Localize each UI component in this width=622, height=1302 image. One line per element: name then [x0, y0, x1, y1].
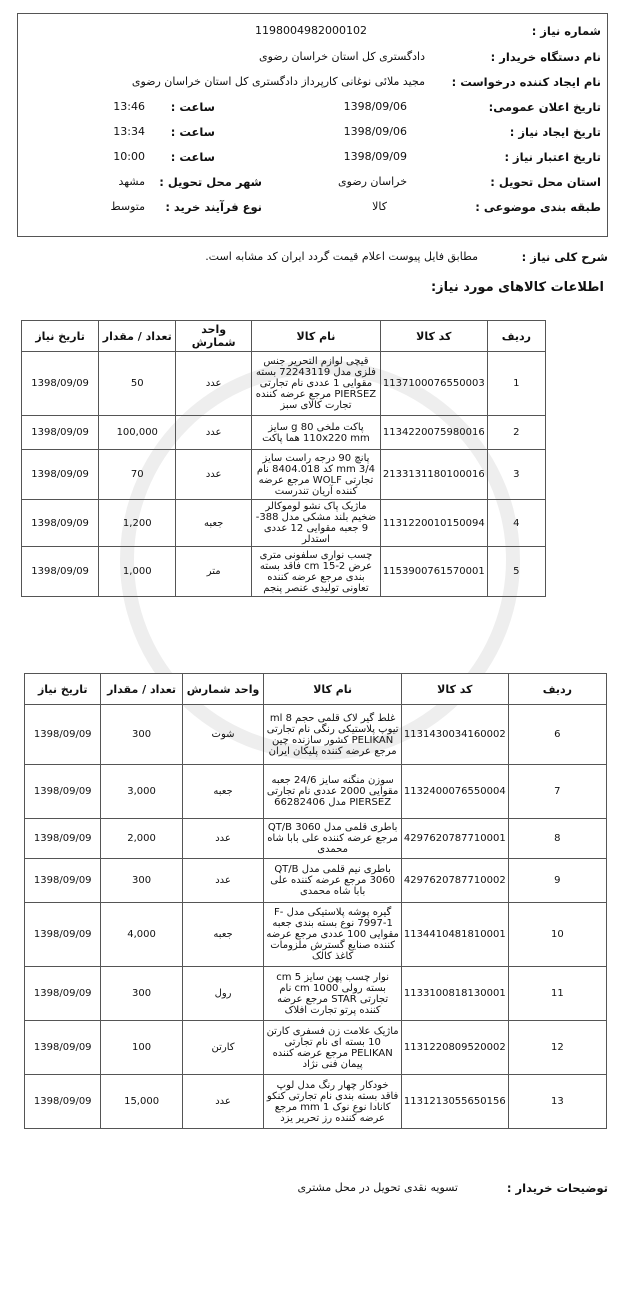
item-qty: 300 [101, 967, 182, 1021]
table-row [25, 859, 607, 903]
item-code: 1134220075980016 [380, 416, 487, 450]
item-qty: 4,000 [101, 903, 182, 967]
row-number: 7 [508, 765, 606, 819]
item-code: 1131220010150094 [380, 500, 487, 547]
item-code: 2133131180100016 [380, 450, 487, 500]
item-code: 1133100818130001 [401, 967, 508, 1021]
item-code: 1131213055650156 [401, 1075, 508, 1129]
valid-date-value: 1398/09/09 [343, 150, 407, 163]
need-number-label: شماره نیاز : [531, 24, 601, 38]
item-qty: 15,000 [101, 1075, 182, 1129]
valid-date-row [18, 150, 607, 172]
category-row [18, 200, 607, 222]
item-qty: 100 [101, 1021, 182, 1075]
item-unit: عدد [182, 859, 264, 903]
process-type-value: متوسط [110, 200, 145, 213]
create-time-label: ساعت : [170, 125, 215, 139]
category-value: کالا [372, 200, 387, 213]
item-unit: عدد [182, 1075, 264, 1129]
items-table-1 [21, 320, 546, 597]
item-name: پاکت ملخی 80 g سایز 110x220 mm هما پاکت [252, 416, 381, 450]
buyer-value: دادگستری کل استان خراسان رضوی [259, 50, 425, 63]
table-row [22, 416, 546, 450]
item-qty: 50 [99, 352, 176, 416]
row-number: 10 [508, 903, 606, 967]
need-number-row [18, 24, 607, 46]
delivery-city-value: مشهد [118, 175, 145, 188]
item-unit: عدد [176, 416, 252, 450]
col-unit: واحد شمارش [182, 674, 264, 705]
item-date: 1398/09/09 [25, 819, 101, 859]
col-code: کد کالا [380, 321, 487, 352]
row-number: 13 [508, 1075, 606, 1129]
row-number: 3 [487, 450, 545, 500]
item-name: ماژیک علامت زن فسفری کارتن 10 بسته ای نام تجارتی PELIKAN مرجع عرضه کننده پیمان فنی نژاد [264, 1021, 402, 1075]
col-name: نام کالا [252, 321, 381, 352]
general-description-value: مطابق فایل پیوست اعلام قیمت گردد ایران کد مشابه است. [205, 250, 478, 263]
row-number: 1 [487, 352, 545, 416]
row-number: 2 [487, 416, 545, 450]
item-code: 1134410481810001 [401, 903, 508, 967]
table-row [25, 967, 607, 1021]
creator-row [18, 75, 607, 97]
items-section-title: اطلاعات کالاهای مورد نیاز: [430, 280, 604, 295]
row-number: 5 [487, 547, 545, 597]
creator-value: مجید ملائی نوغانی کارپرداز دادگستری کل استان خراسان رضوی [131, 75, 425, 88]
buyer-label: نام دستگاه خریدار : [490, 50, 601, 64]
table-row [25, 705, 607, 765]
delivery-city-label: شهر محل تحویل : [159, 175, 262, 189]
table-row [25, 819, 607, 859]
delivery-province-label: استان محل تحویل : [490, 175, 601, 189]
item-date: 1398/09/09 [25, 859, 101, 903]
table-row [25, 765, 607, 819]
col-date: تاریخ نیاز [25, 674, 101, 705]
item-qty: 70 [99, 450, 176, 500]
item-unit: متر [176, 547, 252, 597]
col-row: ردیف [487, 321, 545, 352]
item-code: 1131430034160002 [401, 705, 508, 765]
item-name: ماژیک پاک نشو لوموکالر ضخیم بلند مشکی مدل 388-9 جعبه مقوایی 12 عددی استدلر [252, 500, 381, 547]
valid-date-label: تاریخ اعتبار نیاز : [504, 150, 601, 164]
row-number: 4 [487, 500, 545, 547]
item-date: 1398/09/09 [25, 1075, 101, 1129]
item-qty: 1,000 [99, 547, 176, 597]
table-row [22, 500, 546, 547]
item-unit: شوت [182, 705, 264, 765]
item-name: باطری نیم قلمی مدل QT/B 3060 مرجع عرضه کننده علی بابا شاه محمدی [264, 859, 402, 903]
item-date: 1398/09/09 [25, 967, 101, 1021]
need-number-value: 1198004982000102 [255, 24, 367, 37]
item-name: قیچی لوازم التحریر جنس فلزی مدل 72243119 بسته مقوایی 1 عددی نام تجارتی PIERSEZ مرجع عرضه کننده تجارت کالای سبز [252, 352, 381, 416]
announce-date-value: 1398/09/06 [343, 100, 407, 113]
announce-time-value: 13:46 [113, 100, 145, 113]
buyer-row [18, 50, 607, 72]
item-code: 4297620787710002 [401, 859, 508, 903]
row-number: 6 [508, 705, 606, 765]
col-qty: تعداد / مقدار [101, 674, 182, 705]
announce-date-row [18, 100, 607, 122]
item-code: 1131220809520002 [401, 1021, 508, 1075]
items-table-2 [24, 673, 607, 1129]
item-name: چسب نواری سلفونی متری عرض 2-15 cm فاقد بسته بندی مرجع عرضه کننده تعاونی تولیدی عنصر پنجم [252, 547, 381, 597]
row-number: 11 [508, 967, 606, 1021]
table-header-row [25, 674, 607, 705]
general-description [17, 250, 608, 270]
item-date: 1398/09/09 [22, 547, 99, 597]
item-code: 1137100076550003 [380, 352, 487, 416]
valid-time-label: ساعت : [170, 150, 215, 164]
item-date: 1398/09/09 [25, 903, 101, 967]
item-date: 1398/09/09 [22, 500, 99, 547]
delivery-row [18, 175, 607, 197]
announce-date-label: تاریخ اعلان عمومی: [488, 100, 601, 114]
item-name: گیره پوشه پلاستیکی مدل F-7997-1 نوع بسته بندی جعبه مقوایی 100 عددی مرجع عرضه کننده صنایع گسترش ملزومات کاغذ کالک [264, 903, 402, 967]
creator-label: نام ایجاد کننده درخواست : [451, 75, 601, 89]
item-date: 1398/09/09 [25, 705, 101, 765]
item-qty: 3,000 [101, 765, 182, 819]
item-name: سوزن منگنه سایز 24/6 جعبه مقوایی 2000 عددی نام تجارتی PIERSEZ مدل 66282406 [264, 765, 402, 819]
buyer-notes [17, 1181, 608, 1201]
item-qty: 300 [101, 705, 182, 765]
category-label: طبقه بندی موضوعی : [475, 200, 601, 214]
row-number: 12 [508, 1021, 606, 1075]
table-header-row [22, 321, 546, 352]
item-qty: 1,200 [99, 500, 176, 547]
table-row [25, 1021, 607, 1075]
buyer-notes-value: تسویه نقدی تحویل در محل مشتری [297, 1181, 458, 1194]
item-date: 1398/09/09 [25, 1021, 101, 1075]
process-type-label: نوع فرآیند خرید : [165, 200, 262, 214]
item-unit: کارتن [182, 1021, 264, 1075]
item-name: خودکار چهار رنگ مدل لوپ فاقد بسته بندی نام تجارتی کنکو کانادا نوع نوک 1 mm مرجع عرضه کننده رز تحریر یزد [264, 1075, 402, 1129]
table-row [22, 450, 546, 500]
create-date-value: 1398/09/06 [343, 125, 407, 138]
item-date: 1398/09/09 [22, 352, 99, 416]
create-date-row [18, 125, 607, 147]
col-code: کد کالا [401, 674, 508, 705]
item-qty: 300 [101, 859, 182, 903]
item-qty: 2,000 [101, 819, 182, 859]
item-unit: جعبه [176, 500, 252, 547]
table-row [22, 547, 546, 597]
buyer-notes-label: توضیحات خریدار : [506, 1181, 608, 1195]
delivery-province-value: خراسان رضوی [337, 175, 407, 188]
col-name: نام کالا [264, 674, 402, 705]
item-unit: عدد [176, 352, 252, 416]
item-unit: جعبه [182, 903, 264, 967]
row-number: 9 [508, 859, 606, 903]
item-date: 1398/09/09 [22, 450, 99, 500]
item-name: غلط گیر لاک قلمی حجم 8 ml تیوپ پلاستیکی رنگی نام تجارتی PELIKAN کشور سازنده چین مرجع عرضه کننده پلیکان ایران [264, 705, 402, 765]
col-date: تاریخ نیاز [22, 321, 99, 352]
table-row [22, 352, 546, 416]
row-number: 8 [508, 819, 606, 859]
item-unit: جعبه [182, 765, 264, 819]
announce-time-label: ساعت : [170, 100, 215, 114]
item-name: باطری قلمی مدل QT/B 3060 مرجع عرضه کننده علی بابا شاه محمدی [264, 819, 402, 859]
col-unit: واحد شمارش [176, 321, 252, 352]
item-unit: عدد [176, 450, 252, 500]
col-row: ردیف [508, 674, 606, 705]
valid-time-value: 10:00 [113, 150, 145, 163]
item-code: 4297620787710001 [401, 819, 508, 859]
item-date: 1398/09/09 [22, 416, 99, 450]
item-qty: 100,000 [99, 416, 176, 450]
tender-header-box [17, 13, 608, 237]
create-time-value: 13:34 [113, 125, 145, 138]
item-code: 1153900761570001 [380, 547, 487, 597]
item-unit: رول [182, 967, 264, 1021]
create-date-label: تاریخ ایجاد نیاز : [509, 125, 601, 139]
item-date: 1398/09/09 [25, 765, 101, 819]
table-row [25, 903, 607, 967]
item-name: نوار چسب پهن سایز 5 cm بسته رولی 1000 cm نام تجارتی STAR مرجع عرضه کننده پرتو تجارت افلاک [264, 967, 402, 1021]
item-unit: عدد [182, 819, 264, 859]
col-qty: تعداد / مقدار [99, 321, 176, 352]
item-code: 1132400076550004 [401, 765, 508, 819]
general-description-label: شرح کلی نیاز : [521, 250, 608, 264]
item-name: پانچ 90 درجه راست سایز 3/4 mm کد 8404.018 نام تجارتی WOLF مرجع عرضه کننده آریان تندرست [252, 450, 381, 500]
table-row [25, 1075, 607, 1129]
